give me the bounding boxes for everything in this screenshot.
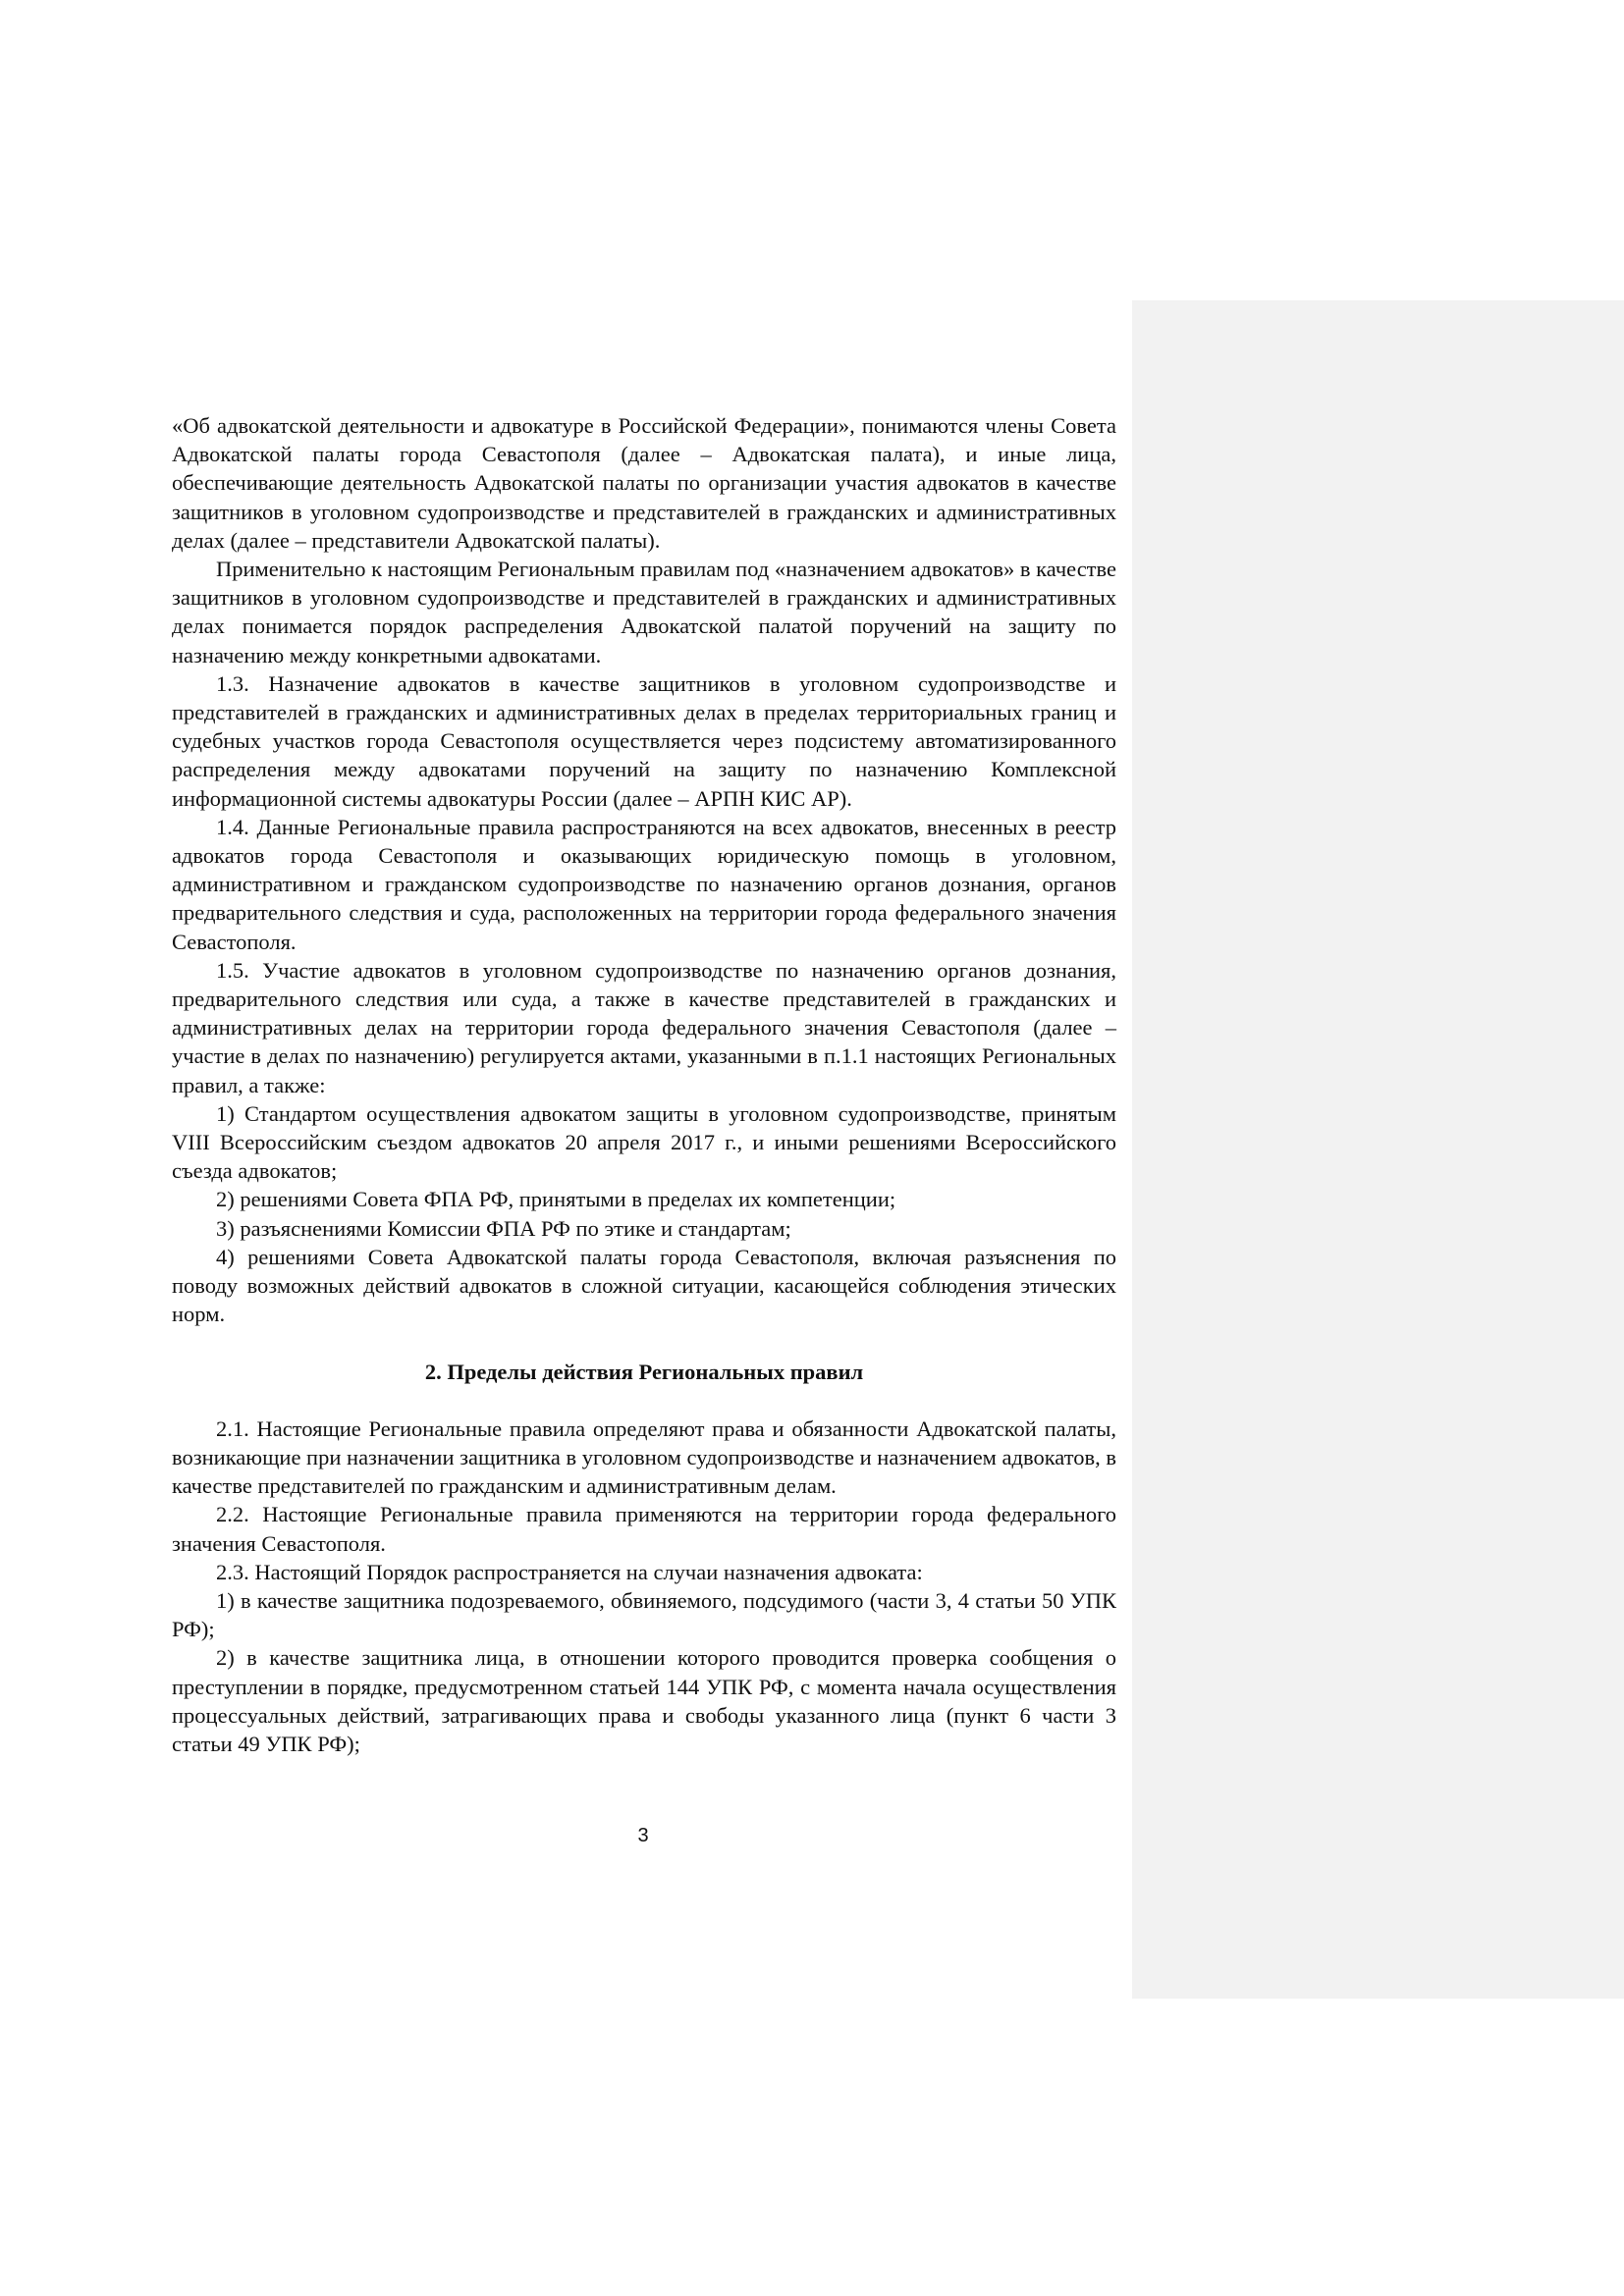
paragraph-1-3: 1.3. Назначение адвокатов в качестве защитников в уголовном судопроизводстве и представителей в гражданских и административных делах в пределах территориальных границ и судебных участков города Севастополя осуществляется через подсистему автоматизированного распределения между адвокатами поручений на защиту по назначению Комплексной информационной системы адвокатуры России (далее – АРПН КИС АР). (172, 670, 1116, 811)
section-heading: 2. Пределы действия Региональных правил (424, 1359, 864, 1384)
paragraph-2-2: 2.2. Настоящие Региональные правила применяются на территории города федерального значения Севастополя. (172, 1502, 1116, 1556)
list-item-2-3-1: 1) в качестве защитника подозреваемого, обвиняемого, подсудимого (части 3, 4 статьи 50 УПК РФ); (172, 1587, 1116, 1642)
comment-pane (1132, 300, 1624, 1999)
paragraph-2-3: 2.3. Настоящий Порядок распространяется на случаи назначения адвоката: (216, 1559, 923, 1584)
list-item-1: 1) Стандартом осуществления адвокатом защиты в уголовном судопроизводстве, принятым VIII Всероссийским съездом адвокатов 20 апреля 2017 г., и иными решениями Всероссийского съезда адвокатов; (172, 1100, 1116, 1184)
list-item-3: 3) разъяснениями Комиссии ФПА РФ по этике и стандартам; (216, 1215, 791, 1241)
paragraph-definition: Применительно к настоящим Региональным правилам под «назначением адвокатов» в качестве защитников в уголовном судопроизводстве и представителей в гражданских и административных делах понимается порядок распределения Адвокатской палатой поручений на защиту по назначению между конкретными адвокатами. (172, 557, 1116, 667)
list-item-4: 4) решениями Совета Адвокатской палаты города Севастополя, включая разъяснения по поводу возможных действий адвокатов в сложной ситуации, касающейся соблюдения этических норм. (172, 1244, 1116, 1327)
page-number: 3 (637, 1825, 649, 1846)
document-body (172, 411, 1116, 1758)
paragraph-1-4: 1.4. Данные Региональные правила распространяются на всех адвокатов, внесенных в реестр адвокатов города Севастополя и оказывающих юридическую помощь в уголовном, административном и гражданском судопроизводстве по назначению органов дознания, органов предварительного следствия и суда, расположенных на территории города федерального значения Севастополя. (172, 814, 1116, 954)
paragraph-1-5: 1.5. Участие адвокатов в уголовном судопроизводстве по назначению органов дознания, предварительного следствия или суда, а также в качестве представителей в гражданских и административных делах на территории города федерального значения Севастополя (далее – участие в делах по назначению) регулируется актами, указанными в п.1.1 настоящих Региональных правил, а также: (172, 957, 1116, 1097)
list-item-2: 2) решениями Совета ФПА РФ, принятыми в пределах их компетенции; (216, 1187, 896, 1212)
paragraph-continuation: «Об адвокатской деятельности и адвокатуре в Российской Федерации», понимаются члены Совета Адвокатской палаты города Севастополя (далее – Адвокатская палата), и иные лица, обеспечивающие деятельность Адвокатской палаты по организации участия адвокатов в качестве защитников в уголовном судопроизводстве и представителей в гражданских и административных делах (далее – представители Адвокатской палаты). (172, 413, 1116, 553)
paragraph-2-1: 2.1. Настоящие Региональные правила определяют права и обязанности Адвокатской палаты, возникающие при назначении защитника в уголовном судопроизводстве и назначением адвокатов, в качестве представителей по гражданским и административным делам. (172, 1415, 1116, 1499)
list-item-2-3-2: 2) в качестве защитника лица, в отношении которого проводится проверка сообщения о преступлении в порядке, предусмотренном статьей 144 УПК РФ, с момента начала осуществления процессуальных действий, затрагивающих права и свободы указанного лица (пункт 6 части 3 статьи 49 УПК РФ); (172, 1645, 1116, 1756)
